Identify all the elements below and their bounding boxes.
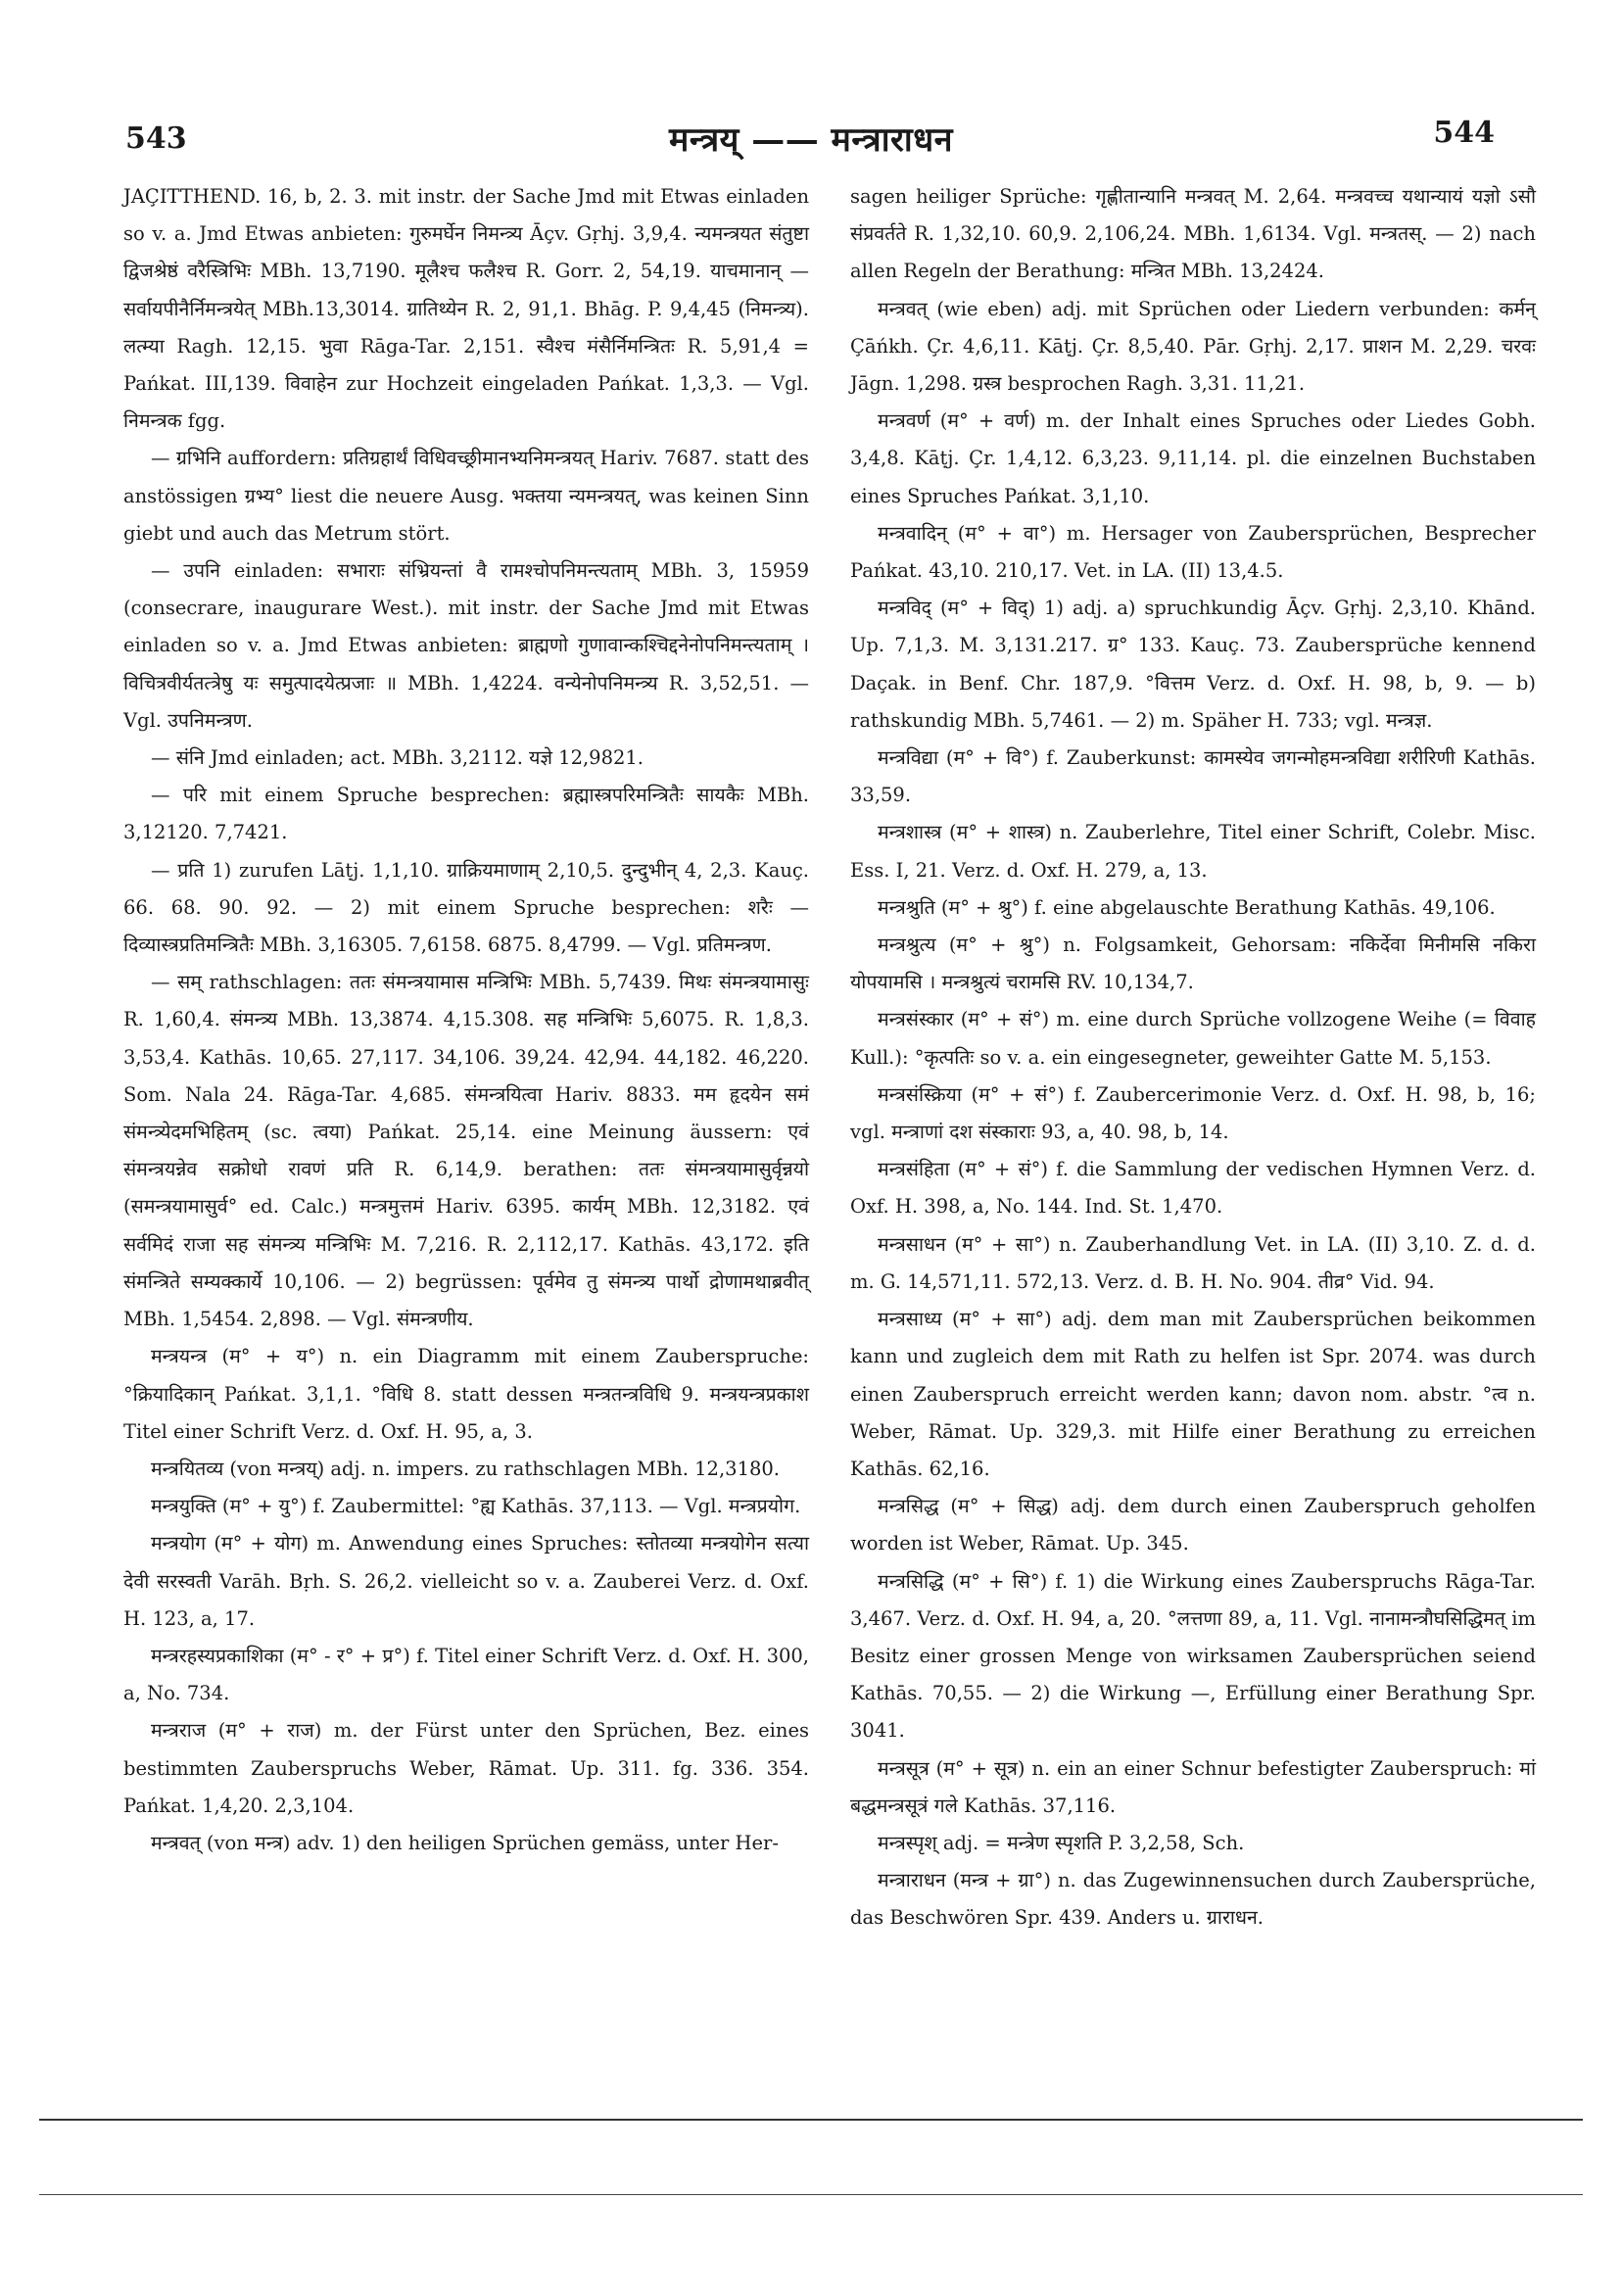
entry-text: — प्रति 1) zurufen Lāṭj. 1,1,10. ग्राक्रियमाणाम् 2,10,5. दुन्दुभीन् 4, 2,3. Kauç. 66. 68. 90. 92. — 2) mit einem Spruche besprechen: शरैः — दिव्यास्त्रप्रतिमन्त्रितैः MBh. 3,16305. 7,6158. 6875. 8,4799. — Vgl. प्रतिमन्त्रण. [123, 858, 809, 957]
entry-text: — सम् rathschlagen: ततः संमन्त्रयामास मन्त्रिभिः MBh. 5,7439. मिथः संमन्त्रयामासुः R. 1,60,4. संमन्त्र्य MBh. 13,3874. 4,15.308. सह मन्त्रिभिः 5,6075. R. 1,8,3. 3,53,4. Kathās. 10,65. 27,117. 34,106. 39,24. 42,94. 44,182. 46,220. Som. Nala 24. Rāga-Tar. 4,685. संमन्त्रयित्वा Hariv. 8833. मम हृदयेन समं संमन्त्र्येदमभिहितम् (sc. त्वया) Pańkat. 25,14. eine Meinung äussern: एवं संमन्त्रयन्नेव सक्रोधो रावणं प्रति R. 6,14,9. berathen: ततः संमन्त्रयामासुर्वृन्नयो (समन्त्रयामासुर्व° ed. Calc.) मन्त्रमुत्तमं Hariv. 6395. कार्यम् MBh. 12,3182. एवं सर्वमिदं राजा सह संमन्त्र्य मन्त्रिभिः M. 7,216. R. 2,112,17. Kathās. 43,172. इति संमन्त्रिते सम्यक्कार्ये 10,106. — 2) begrüssen: पूर्वमेव तु संमन्त्र्य पार्थो द्रोणामथाब्रवीत् MBh. 1,5454. 2,898. — Vgl. संमन्त्रणीय. [123, 971, 809, 1331]
entry-text: मन्त्रवत् (von मन्त्र) adv. 1) den heiligen Sprüchen gemäss, unter Her- [151, 1831, 779, 1854]
entry-text: — संनि Jmd einladen; act. MBh. 3,2112. यज्ञे 12,9821. [151, 746, 644, 770]
entry-text: मन्त्रश्रुत्य (म° + श्रु°) n. Folgsamkeit, Gehorsam: नकिर्देवा मिनीमसि नकिरा योपयामसि । मन्त्रश्रुत्यं चरामसि RV. 10,134,7. [850, 933, 1536, 994]
page-title: मन्त्रय् —— मन्त्राराधन [669, 120, 953, 160]
entry-text: मन्त्रवर्ण (म° + वर्ण) m. der Inhalt eines Spruches oder Liedes Gobh. 3,4,8. Kāṭj. Çr. 1,4,12. 6,3,23. 9,11,14. pl. die einzelnen Buchstaben eines Spruches Pańkat. 3,1,10. [850, 409, 1536, 507]
entry-text: मन्त्रसंहिता (म° + सं°) f. die Sammlung der vedischen Hymnen Verz. d. Oxf. H. 398, a, No. 144. Ind. St. 1,470. [850, 1158, 1536, 1219]
page-number-left: 543 [125, 121, 187, 156]
entry-text: मन्त्रसंस्क्रिया (म° + सं°) f. Zaubercerimonie Verz. d. Oxf. H. 98, b, 16; vgl. मन्त्राणां दश संस्काराः 93, a, 40. 98, b, 14. [850, 1082, 1536, 1144]
entry-text: मन्त्रयन्त्र (म° + य°) n. ein Diagramm mit einem Zauberspruche: °क्रियादिकान् Pańkat. 3,1,1. °विधि 8. statt dessen मन्त्रतन्त्रविधि 9. मन्त्रयन्त्रप्रकाश Titel einer Schrift Verz. d. Oxf. H. 95, a, 3. [123, 1345, 809, 1443]
entry-text: sagen heiliger Sprüche: गृह्णीतान्यानि मन्त्रवत् M. 2,64. मन्त्रवच्च यथान्यायं यज्ञो ऽसौ संप्रवर्तते R. 1,32,10. 60,9. 2,106,24. MBh. 1,6134. Vgl. मन्त्रतस्. — 2) nach allen Regeln der Berathung: मन्त्रित MBh. 13,2424. [850, 185, 1536, 283]
entry-text: मन्त्ररहस्यप्रकाशिका (म° - र° + प्र°) f. Titel einer Schrift Verz. d. Oxf. H. 300, a, No. 734. [123, 1644, 809, 1705]
entry-text: मन्त्रसाधन (म° + सा°) n. Zauberhandlung Vet. in LA. (II) 3,10. Z. d. d. m. G. 14,571,11. 572,13. Verz. d. B. H. No. 904. तीव्र° Vid. 94. [850, 1232, 1536, 1293]
entry-text: मन्त्रराज (म° + राज) m. der Fürst unter den Sprüchen, Bez. eines bestimmten Zauberspruchs Weber, Rāmat. Up. 311. fg. 336. 354. Pańkat. 1,4,20. 2,3,104. [123, 1719, 809, 1817]
entry-text: मन्त्रविद् (म° + विद्) 1) adj. a) spruchkundig Āçv. Gṛhj. 2,3,10. Khānd. Up. 7,1,3. M. 3,131.217. ग्र° 133. Kauç. 73. Zaubersprüche kennend Daçak. in Benf. Chr. 187,9. °वित्तम Verz. d. Oxf. H. 98, b, 9. — b) rathskundig MBh. 5,7461. — 2) m. Späher H. 733; vgl. मन्त्रज्ञ. [850, 597, 1536, 732]
left-column [123, 178, 809, 1862]
entry-text: मन्त्रयितव्य (von मन्त्रय्) adj. n. impers. zu rathschlagen MBh. 12,3180. [151, 1457, 780, 1480]
entry-text: मन्त्रसूत्र (म° + सूत्र) n. ein an einer Schnur befestigter Zauberspruch: मां बद्धमन्त्रसूत्रं गले Kathās. 37,116. [850, 1756, 1536, 1817]
right-column [850, 178, 1536, 1937]
entry-text: मन्त्रसाध्य (म° + सा°) adj. dem man mit Zaubersprüchen beikommen kann und zugleich dem mit Rath zu helfen ist Spr. 2074. was durch einen Zauberspruch erreicht werden kann; davon nom. abstr. °त्व n. Weber, Rāmat. Up. 329,3. mit Hilfe einer Berathung zu erreichen Kathās. 62,16. [850, 1308, 1536, 1480]
entry-text: मन्त्रसिद्धि (म° + सि°) f. 1) die Wirkung eines Zauberspruchs Rāga-Tar. 3,467. Verz. d. Oxf. H. 94, a, 20. °लत्तणा 89, a, 11. Vgl. नानामन्त्रौघसिद्धिमत् im Besitz einer grossen Menge von wirksamen Zaubersprüchen seiend Kathās. 70,55. — 2) die Wirkung —, Erfüllung einer Berathung Spr. 3041. [850, 1569, 1536, 1743]
entry-text: मन्त्राराधन (मन्त्र + ग्रा°) n. das Zugewinnensuchen durch Zaubersprüche, das Beschwören Spr. 439. Anders u. ग्राराधन. [850, 1869, 1536, 1930]
entry-text: — उपनि einladen: सभाराः संभ्रियन्तां वै रामश्चोपनिमन्त्यताम् MBh. 3, 15959 (consecrare, inaugurare West.). mit instr. der Sache Jmd mit Etwas einladen so v. a. Jmd Etwas anbieten: ब्राह्मणो गुणावान्कश्चिद्दनेनोपनिमन्त्यताम् । विचित्रवीर्यतत्त्रेषु यः समुत्पादयेत्प्रजाः ॥ MBh. 1,4224. वन्येनोपनिमन्त्र्य R. 3,52,51. — Vgl. उपनिमन्त्रण. [123, 559, 809, 732]
entry-text: मन्त्रयोग (म° + योग) m. Anwendung eines Spruches: स्तोतव्या मन्त्रयोगेन सत्या देवी सरस्वती Varāh. Bṛh. S. 26,2. vielleicht so v. a. Zauberei Verz. d. Oxf. H. 123, a, 17. [123, 1532, 809, 1630]
entry-text: मन्त्रयुक्ति (म° + यु°) f. Zaubermittel: °ह्य Kathās. 37,113. — Vgl. मन्त्रप्रयोग. [151, 1495, 801, 1518]
entry-text: — ग्रभिनि auffordern: प्रतिग्रहार्थं विधिवच्छ्रीमानभ्यनिमन्त्रयत् Hariv. 7687. statt des anstössigen ग्रभ्य° liest die neuere Ausg. भक्तया न्यमन्त्रयत्, was keinen Sinn giebt und auch das Metrum stört. [123, 447, 809, 545]
entry-text: मन्त्रशास्त्र (म° + शास्त्र) n. Zauberlehre, Titel einer Schrift, Colebr. Misc. Ess. I, 21. Verz. d. Oxf. H. 279, a, 13. [850, 821, 1536, 882]
entry-text: JAÇITTHEND. 16, b, 2. 3. mit instr. der Sache Jmd mit Etwas einladen so v. a. Jmd Etwas anbieten: गुरुमर्घेन निमन्त्र्य Āçv. Gṛhj. 3,9,4. न्यमन्त्रयत संतुष्टा द्विजश्रेष्ठं वरैस्त्रिभिः MBh. 13,7190. मूलैश्च फलैश्च R. Gorr. 2, 54,19. याचमानान् — सर्वायपीनैर्निमन्त्रयेत् MBh.13,3014. ग्रातिथ्येन R. 2, 91,1. Bhāg. P. 9,4,45 (निमन्त्र्य). लत्म्या Ragh. 12,15. भुवा Rāga-Tar. 2,151. स्वैश्च मंसैर्निमन्त्रितः R. 5,91,4 = Pańkat. III,139. विवाहेन zur Hochzeit eingeladen Pańkat. 1,3,3. — Vgl. निमन्त्रक fgg. [123, 185, 809, 433]
entry-text: मन्त्रश्रुति (म° + श्रु°) f. eine abgelauschte Berathung Kathās. 49,106. [878, 895, 1496, 919]
bottom-rule-secondary [39, 2194, 1583, 2195]
entry-text: मन्त्रस्पृश् adj. = मन्त्रेण स्पृशति P. 3,2,58, Sch. [878, 1831, 1245, 1854]
page-number-right: 544 [1433, 116, 1495, 150]
entry-text: — परि mit einem Spruche besprechen: ब्रह्मास्त्रपरिमन्त्रितैः सायकैः MBh. 3,12120. 7,7421. [123, 784, 809, 844]
bottom-rule [39, 2119, 1583, 2121]
entry-text: मन्त्रवत् (wie eben) adj. mit Sprüchen oder Liedern verbunden: कर्मन् Çāńkh. Çr. 4,6,11. Kāṭj. Çr. 8,5,40. Pār. Gṛhj. 2,17. प्राशन M. 2,29. चरवः Jāgn. 1,298. ग्रस्त्र besprochen Ragh. 3,31. 11,21. [850, 297, 1536, 396]
entry-text: मन्त्रवादिन् (म° + वा°) m. Hersager von Zaubersprüchen, Besprecher Pańkat. 43,10. 210,17. Vet. in LA. (II) 13,4.5. [850, 521, 1536, 583]
entry-text: मन्त्रसंस्कार (म° + सं°) m. eine durch Sprüche vollzogene Weihe (= विवाह Kull.): °कृत्पतिः so v. a. ein eingesegneter, geweihter Gatte M. 5,153. [850, 1008, 1536, 1069]
entry-text: मन्त्रविद्या (म° + वि°) f. Zauberkunst: कामस्येव जगन्मोहमन्त्रविद्या शरीरिणी Kathās. 33,59. [850, 746, 1536, 807]
entry-text: मन्त्रसिद्ध (म° + सिद्ध) adj. dem durch einen Zauberspruch geholfen worden ist Weber, Rāmat. Up. 345. [850, 1495, 1536, 1555]
